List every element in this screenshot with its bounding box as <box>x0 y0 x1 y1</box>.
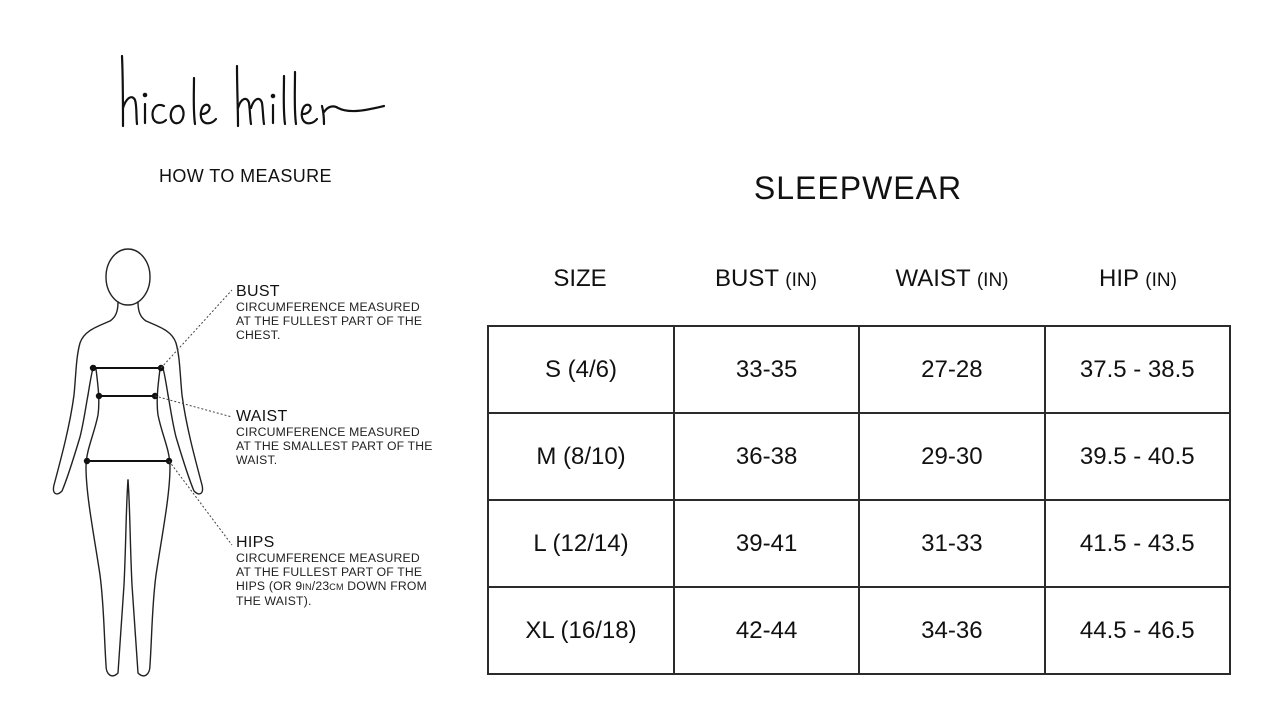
hips-desc-line-4: THE WAIST). <box>236 594 312 608</box>
table-cell: 42-44 <box>674 587 859 674</box>
column-header-bust <box>673 265 859 305</box>
table-cell: 41.5 - 43.5 <box>1045 500 1231 587</box>
hips-desc-line-3 <box>236 579 466 594</box>
column-header-unit: (IN) <box>785 270 817 291</box>
table-cell: S (4/6) <box>488 326 674 413</box>
column-header-hip <box>1045 265 1231 305</box>
table-cell: 39.5 - 40.5 <box>1045 413 1231 500</box>
column-header-unit: (IN) <box>976 270 1009 291</box>
table-cell: M (8/10) <box>488 413 674 500</box>
table-cell: 33-35 <box>674 326 859 413</box>
table-row <box>488 500 1230 587</box>
signature-logo <box>112 48 392 138</box>
hips-desc-line-3-mid: /23 <box>311 579 330 593</box>
table-cell: 39-41 <box>674 500 859 587</box>
table-cell: L (12/14) <box>488 500 674 587</box>
table-cell: 31-33 <box>859 500 1044 587</box>
column-header-unit: (IN) <box>1145 270 1177 291</box>
hips-desc-line-1: CIRCUMFERENCE MEASURED <box>236 551 420 565</box>
hips-label: HIPS <box>236 534 275 551</box>
table-cell: 36-38 <box>674 413 859 500</box>
hips-guide <box>236 534 466 608</box>
hips-desc-unit-in: IN <box>302 582 312 592</box>
column-header-label: BUST <box>715 265 779 292</box>
table-cell: 37.5 - 38.5 <box>1045 326 1231 413</box>
table-row <box>488 326 1230 413</box>
size-chart-table <box>487 325 1231 675</box>
column-header-size <box>487 265 673 305</box>
waist-label: WAIST <box>236 408 288 425</box>
hips-desc-line-3-post: DOWN FROM <box>343 579 427 593</box>
column-header-label: SIZE <box>553 265 607 292</box>
size-chart-column-headers <box>487 265 1231 305</box>
hips-desc-line-3-pre: HIPS (OR 9 <box>236 579 303 593</box>
table-cell: XL (16/18) <box>488 587 674 674</box>
bust-label: BUST <box>236 283 280 300</box>
hips-desc-unit-cm: CM <box>329 582 344 592</box>
table-cell: 44.5 - 46.5 <box>1045 587 1231 674</box>
table-row <box>488 587 1230 674</box>
size-chart-title: SLEEPWEAR <box>753 170 963 206</box>
bust-guide <box>236 283 466 342</box>
hips-description <box>236 551 466 608</box>
column-header-label: HIP <box>1099 265 1139 292</box>
column-header-label: WAIST <box>895 265 971 292</box>
waist-guide <box>236 408 466 467</box>
column-header-waist <box>859 265 1045 305</box>
how-to-measure-heading: HOW TO MEASURE <box>159 166 332 186</box>
hips-desc-line-2: AT THE FULLEST PART OF THE <box>236 565 423 579</box>
bust-description: CIRCUMFERENCE MEASURED AT THE FULLEST PART OF THE CHEST. <box>236 300 423 342</box>
table-cell: 27-28 <box>859 326 1044 413</box>
waist-description: CIRCUMFERENCE MEASURED AT THE SMALLEST PART OF THE WAIST. <box>236 425 433 467</box>
table-cell: 29-30 <box>859 413 1044 500</box>
table-cell: 34-36 <box>859 587 1044 674</box>
table-row <box>488 413 1230 500</box>
